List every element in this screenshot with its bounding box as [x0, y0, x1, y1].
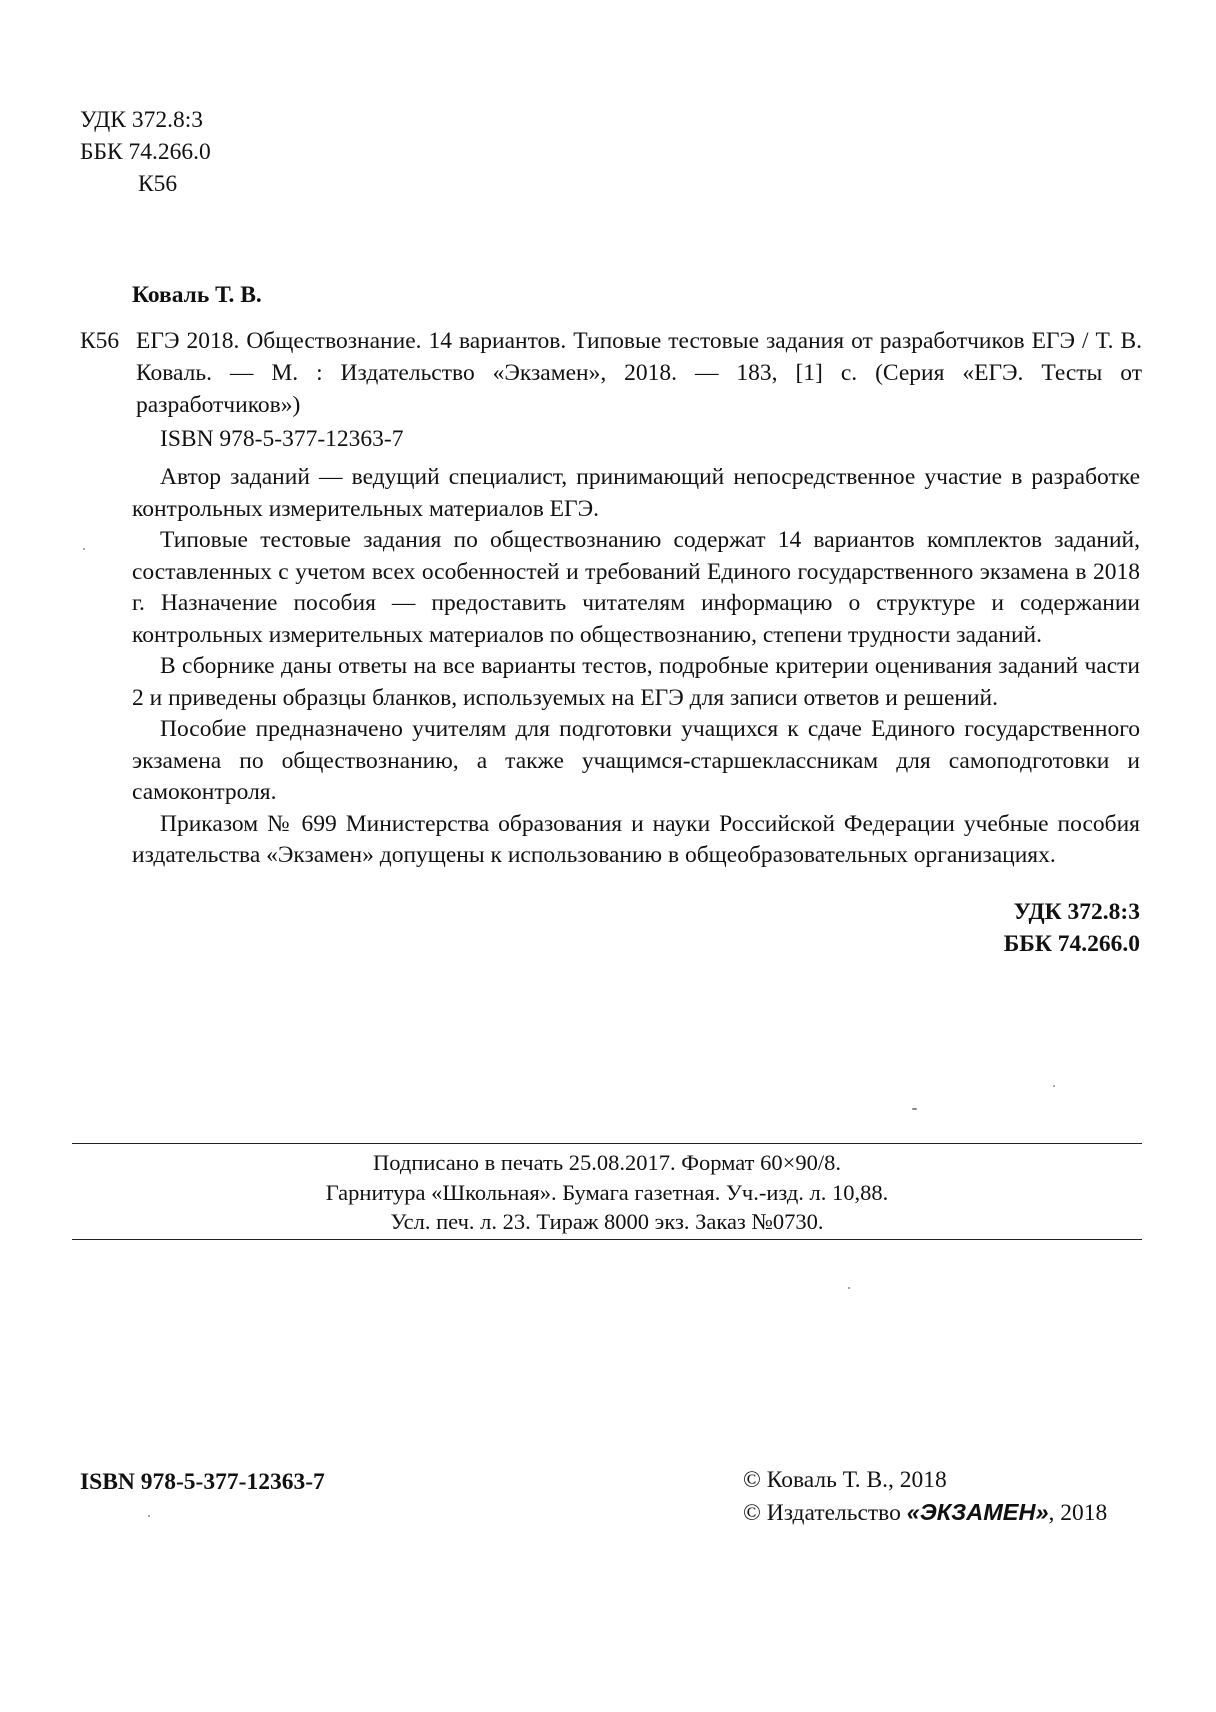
divider-bottom — [72, 1239, 1142, 1240]
annotation-paragraph: Приказом № 699 Министерства образования и науки Российской Федерации учебные пособия издательства «Экзамен» допущены к использованию в общеобразовательных организациях. — [132, 810, 1140, 868]
scan-speck — [148, 1515, 150, 1517]
copyright-publisher-year: , 2018 — [1048, 1500, 1108, 1526]
annotation-paragraph: В сборнике даны ответы на все варианты тестов, подробные критерии оценивания заданий части 2 и приведены образцы бланков, используемых на ЕГЭ для записи ответов и решений. — [132, 653, 1140, 711]
bibliographic-entry — [80, 325, 1142, 421]
author-mark: К56 — [138, 171, 178, 197]
divider-top — [72, 1143, 1142, 1144]
udk-code-bold: УДК 372.8:3 — [1013, 899, 1140, 925]
bbk-code: ББК 74.266.0 — [80, 139, 211, 165]
scan-speck — [848, 1287, 850, 1289]
scan-speck — [912, 1108, 917, 1110]
biblio-author-mark: К56 — [80, 328, 120, 354]
annotation — [132, 462, 1140, 872]
copyright-author: © Коваль Т. В., 2018 — [743, 1467, 947, 1493]
biblio-isbn: ISBN 978-5-377-12363-7 — [160, 426, 404, 452]
biblio-description: ЕГЭ 2018. Обществознание. 14 вариантов. Типовые тестовые задания от разработчиков ЕГЭ / Т. В. Коваль. — М. : Издательство «Экзамен», 2018. — 183, [1] с. (Серия «ЕГЭ. Тесты от разработчиков») — [136, 328, 1142, 418]
scan-speck — [1053, 1085, 1055, 1087]
footer-isbn: ISBN 978-5-377-12363-7 — [80, 1469, 325, 1495]
scan-speck — [83, 548, 85, 550]
copyright-publisher — [743, 1496, 1107, 1529]
print-imprint — [72, 1148, 1142, 1237]
classification-codes — [80, 104, 211, 200]
annotation-paragraph: Пособие предназначено учителям для подготовки учащихся к сдаче Единого государственного экзамена по обществознанию, а также учащимся-старшеклассникам для самоподготовки и самоконтроля. — [132, 716, 1140, 805]
right-classification-codes — [1004, 896, 1140, 960]
author-heading: Коваль Т. В. — [132, 282, 262, 308]
udk-code: УДК 372.8:3 — [80, 107, 203, 133]
copyright-block — [743, 1464, 1107, 1529]
copyright-publisher-prefix: © Издательство — [743, 1500, 907, 1526]
imprint-line: Подписано в печать 25.08.2017. Формат 60×90/8. — [373, 1150, 841, 1175]
bbk-code-bold: ББК 74.266.0 — [1003, 931, 1140, 957]
imprint-line: Усл. печ. л. 23. Тираж 8000 экз. Заказ №0730. — [390, 1209, 824, 1234]
annotation-paragraph: Автор заданий — ведущий специалист, принимающий непосредственное участие в разработке контрольных измерительных материалов ЕГЭ. — [132, 464, 1140, 522]
annotation-paragraph: Типовые тестовые задания по обществознанию содержат 14 вариантов комплектов заданий, составленных с учетом всех особенностей и требований Единого государственного экзамена в 2018 г. Назначение пособия — предоставить читателям информацию о структуре и содержании контрольных измерительных материалов по обществознанию, степени трудности заданий. — [132, 527, 1140, 648]
imprint-line: Гарнитура «Школьная». Бумага газетная. Уч.-изд. л. 10,88. — [325, 1179, 889, 1205]
publisher-name: «ЭКЗАМЕН» — [906, 1499, 1049, 1525]
